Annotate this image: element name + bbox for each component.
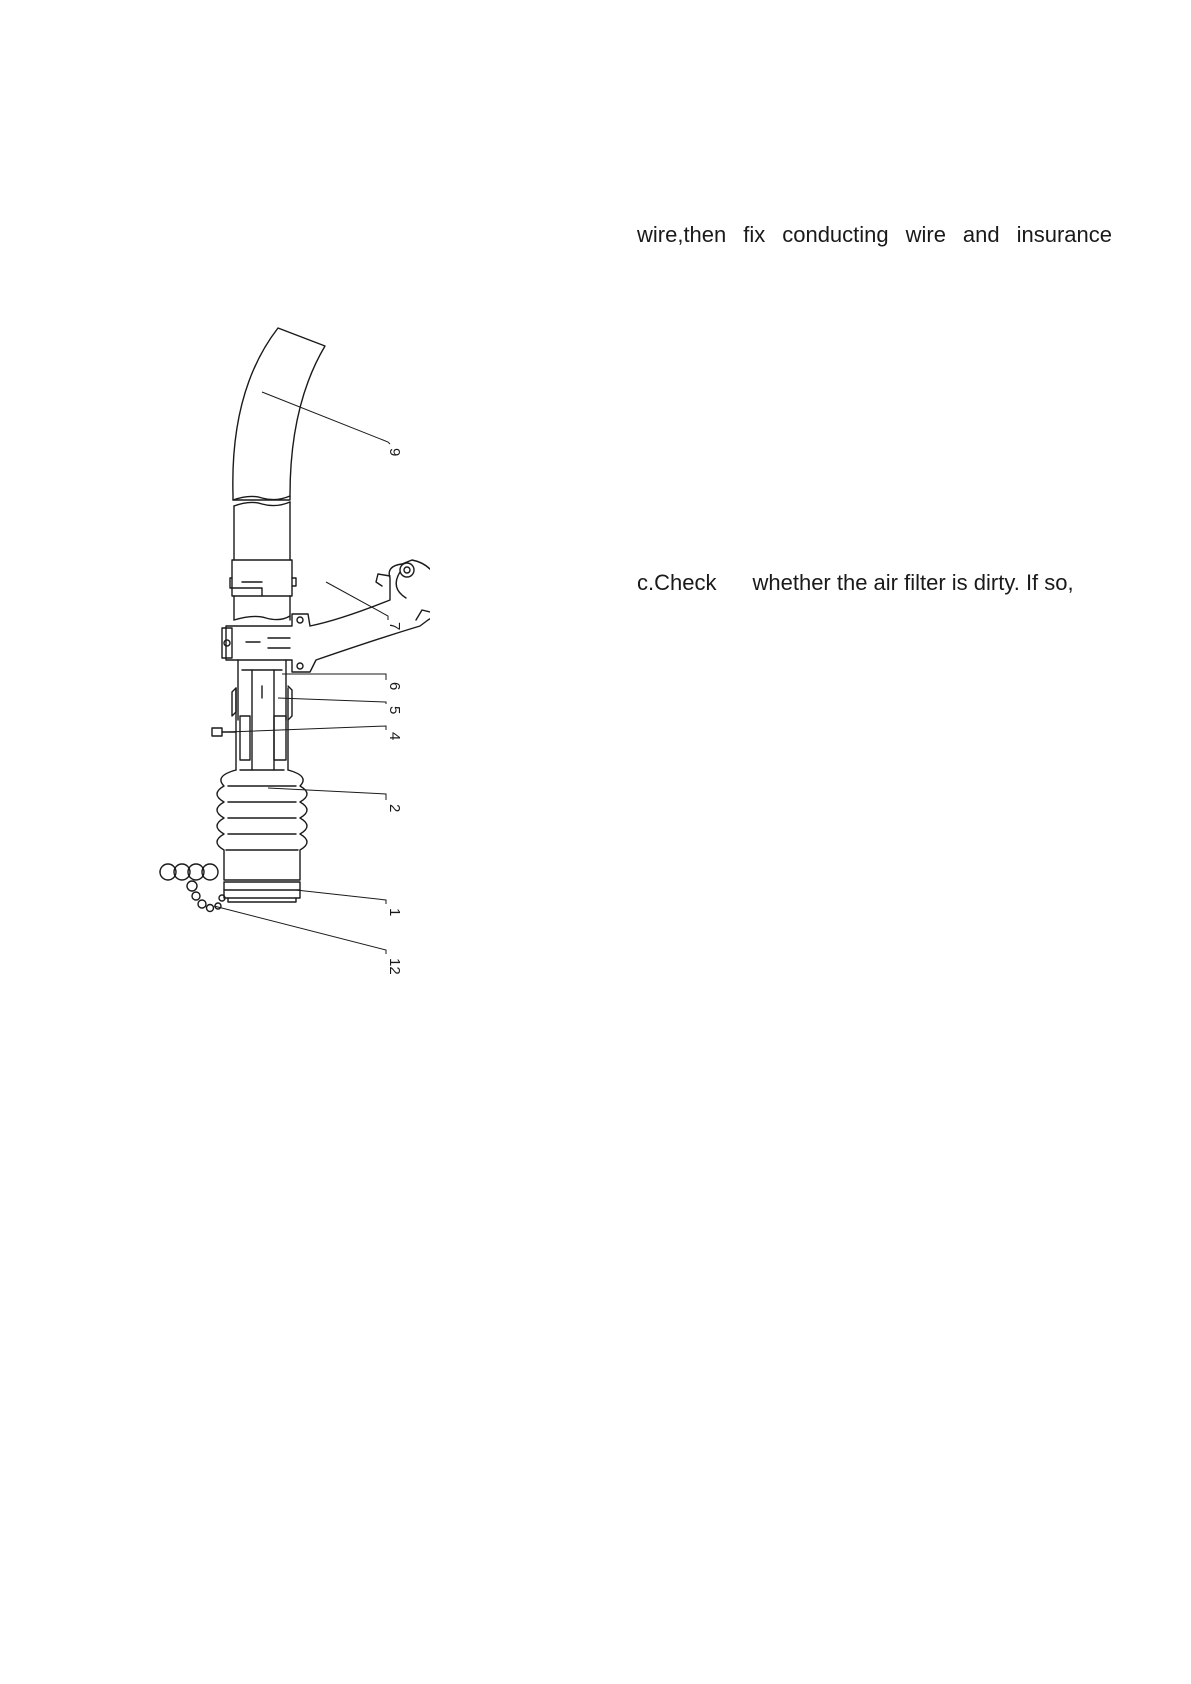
callout-9: 9 <box>386 448 403 457</box>
callout-2: 2 <box>386 804 403 813</box>
callout-5: 5 <box>386 706 403 715</box>
instruction-text-line-1: wire,then fix conducting wire and insurance <box>637 222 1112 247</box>
callout-7: 7 <box>386 622 403 631</box>
callout-4: 4 <box>386 732 403 741</box>
callout-12: 12 <box>386 958 403 975</box>
curved-tube-part-9 <box>233 328 325 500</box>
callout-6: 6 <box>386 682 403 691</box>
step-c-text: whether the air filter is dirty. If so, <box>752 570 1074 595</box>
instruction-text-line-2 <box>637 570 1074 596</box>
callout-1: 1 <box>386 908 403 917</box>
blower-tube-diagram <box>150 320 430 1000</box>
step-c-label: c.Check <box>637 570 717 595</box>
